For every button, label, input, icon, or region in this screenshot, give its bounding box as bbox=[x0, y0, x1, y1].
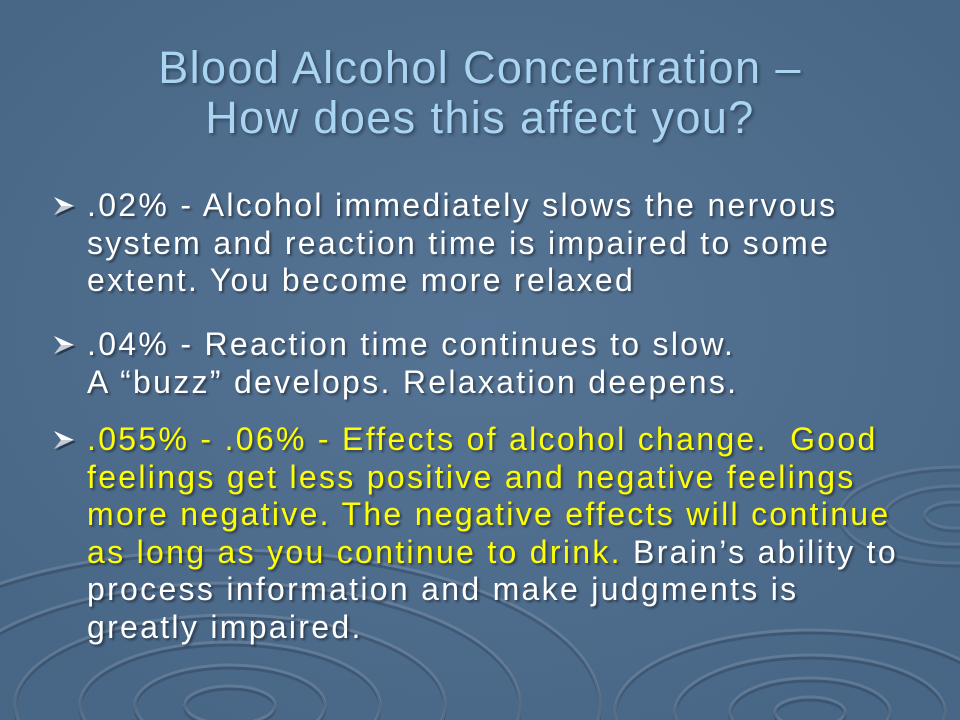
bullet-line: system and reaction time is impaired to some bbox=[87, 224, 831, 261]
bullet-line-mixed bbox=[87, 534, 960, 572]
slide-title bbox=[0, 43, 960, 143]
bullet-line: .04% - Reaction time continues to slow. bbox=[87, 326, 736, 362]
bullet-item-2 bbox=[0, 326, 960, 401]
title-line-2: How does this affect you? bbox=[205, 92, 755, 143]
highlighted-line: .055% - .06% - Effects of alcohol change. Good bbox=[87, 421, 878, 457]
bullet-line: process information and make judgments is bbox=[87, 571, 799, 607]
arrowhead-bullet-icon bbox=[52, 196, 78, 218]
title-line-1: Blood Alcohol Concentration – bbox=[158, 42, 802, 93]
bullet-line: A “buzz” develops. Relaxation deepens. bbox=[87, 363, 739, 400]
highlighted-segment: as long as you continue to drink. bbox=[87, 533, 622, 570]
highlighted-line: more negative. The negative effects will continue bbox=[87, 496, 891, 532]
bullet-line: extent. You become more relaxed bbox=[87, 262, 636, 298]
bullet-item-3 bbox=[0, 421, 960, 646]
bullet-item-1 bbox=[0, 187, 960, 300]
highlighted-line: feelings get less positive and negative feelings bbox=[87, 458, 856, 495]
bullet-line: .02% - Alcohol immediately slows the nervous bbox=[87, 187, 838, 223]
arrowhead-bullet-icon bbox=[52, 335, 78, 357]
bullet-line: greatly impaired. bbox=[87, 608, 363, 645]
plain-segment: Brain’s ability to bbox=[621, 533, 898, 570]
arrowhead-bullet-icon bbox=[52, 430, 78, 452]
